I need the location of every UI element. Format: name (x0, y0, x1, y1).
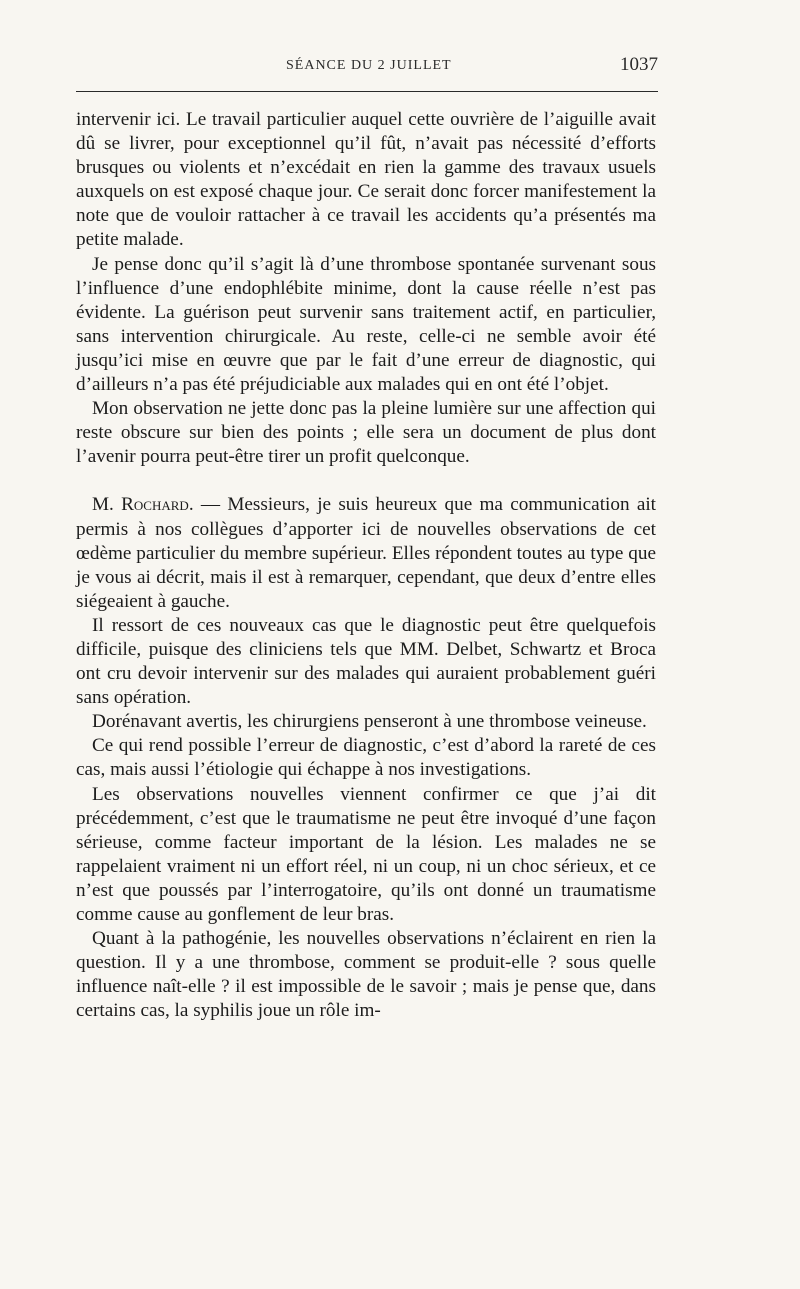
paragraph-5: Il ressort de ces nouveaux cas que le diagnostic peut être quelquefois difficile, puisque des cliniciens tels que MM. Delbet, Schwartz et Broca ont cru devoir intervenir sur des malades qui auraient probablement guéri sans opération. (76, 614, 656, 709)
paragraph-9: Quant à la pathogénie, les nouvelles observations n’éclairent en rien la question. Il y a une thrombose, comment se produit-elle ? sous quelle influence naît-elle ? il est impossible de le savoir ; mais je pense que, dans certains cas, la syphilis joue un rôle im- (76, 928, 656, 1022)
header-rule (76, 91, 658, 92)
paragraph-4 (76, 493, 656, 613)
paragraph-2: Je pense donc qu’il s’agit là d’une thrombose spontanée survenant sous l’influence d’une endophlébite minime, dont la cause réelle n’est pas évidente. La guérison peut survenir sans traitement actif, en particulier, sans intervention chirurgicale. Au reste, celle-ci ne semble avoir été jusqu’ici mise en œuvre que par le fait d’une erreur de diagnostic, qui d’ailleurs n’a pas été préjudiciable aux malades qui en ont été l’objet. (76, 253, 656, 396)
paragraph-4-text: — Messieurs, je suis heureux que ma communication ait permis à nos collègues d’apporter ici de nouvelles observations de cet œdème particulier du membre supérieur. Elles répondent toutes au type que je vous ai décrit, mais il est à remarquer, cependant, que deux d’entre elles siégeaient à gauche. (76, 494, 656, 612)
paragraph-1: intervenir ici. Le travail particulier auquel cette ouvrière de l’aiguille avait dû se livrer, pour exceptionnel qu’il fût, n’avait pas nécessité d’efforts brusques ou violents et n’excédait en rien la gamme des travaux usuels auxquels on est exposé chaque jour. Ce serait donc forcer manifestement la note que de vouloir rattacher à ce travail les accidents qu’a présentés ma petite malade. (76, 109, 656, 251)
speaker-name: M. Rochard. (92, 494, 194, 516)
section-gap (76, 481, 656, 493)
page-header (76, 54, 658, 80)
paragraph-8: Les observations nouvelles viennent confirmer ce que j’ai dit précédemment, c’est que le traumatisme ne peut être invoqué d’une façon sérieuse, comme facteur important de la lésion. Les malades ne se rappelaient vraiment ni un effort réel, ni un coup, ni un choc sérieux, et ce n’est que poussés par l’interrogatoire, qu’ils ont donné un traumatisme comme cause au gonflement de leur bras. (76, 783, 656, 925)
page-number: 1037 (620, 54, 658, 75)
paragraph-7: Ce qui rend possible l’erreur de diagnostic, c’est d’abord la rareté de ces cas, mais aussi l’étiologie qui échappe à nos investigations. (76, 735, 656, 781)
section-gap (76, 469, 656, 481)
paragraph-3: Mon observation ne jette donc pas la pleine lumière sur une affection qui reste obscure sur bien des points ; elle sera un document de plus dont l’avenir pourra peut-être tirer un profit quelconque. (76, 398, 656, 468)
body-text (76, 108, 656, 1023)
running-title: SÉANCE DU 2 JUILLET (286, 58, 452, 73)
paragraph-6: Dorénavant avertis, les chirurgiens penseront à une thrombose veineuse. (92, 711, 647, 733)
